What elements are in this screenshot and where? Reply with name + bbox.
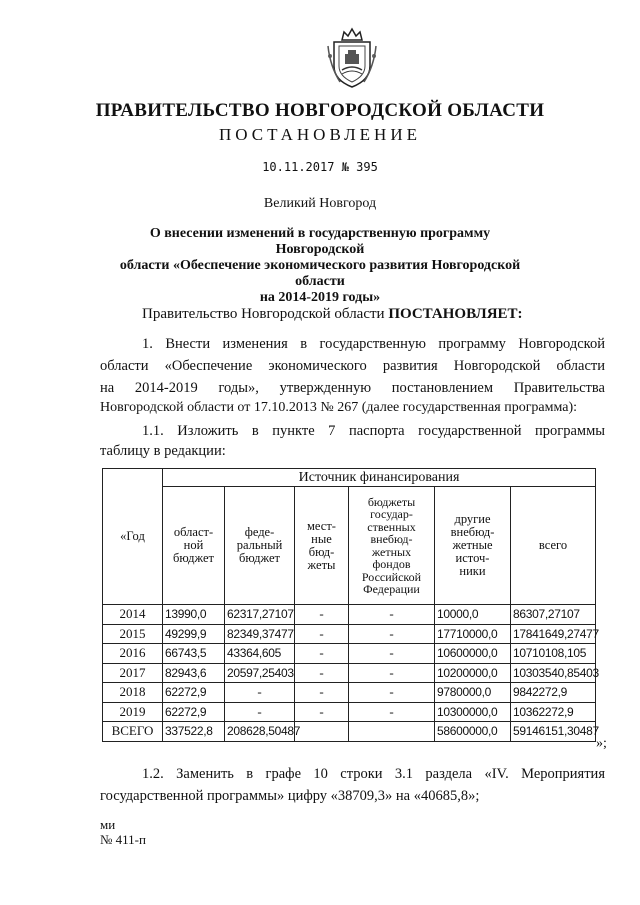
local-cell: - <box>295 624 349 644</box>
total-cell: 10362272,9 <box>511 702 596 722</box>
year-header: «Год <box>103 469 163 605</box>
paragraph-line: области «Обеспечение экономического развития Новгородской области <box>100 358 605 374</box>
regional-cell: 82943,6 <box>163 663 225 683</box>
funds-cell: - <box>349 683 435 703</box>
table-row <box>103 702 596 722</box>
table-row <box>103 663 596 683</box>
subject-line: области «Обеспечение экономического развития Новгородской области <box>119 258 521 289</box>
local-cell: - <box>295 663 349 683</box>
paragraph-line: государственной программы» цифру «38709,3» на «40685,8»; <box>100 788 480 804</box>
paragraph-line: 1.1. Изложить в пункте 7 паспорта государственной программы <box>142 423 605 439</box>
other-cell: 10600000,0 <box>435 644 511 664</box>
funds-cell: - <box>349 605 435 625</box>
total-cell: 17841649,27477 <box>511 624 596 644</box>
date-number: 10.11.2017 № 395 <box>262 160 378 174</box>
column-header: област- ной бюджет <box>163 487 225 605</box>
government-title: ПРАВИТЕЛЬСТВО НОВГОРОДСКОЙ ОБЛАСТИ <box>95 100 545 121</box>
local-cell: - <box>295 683 349 703</box>
paragraph-line: Новгородской области от 17.10.2013 № 267 (далее государственная программа): <box>100 400 578 415</box>
column-header: бюджеты государ- ственных внебюд- жетных фондов Российской Федерации <box>349 487 435 605</box>
other-cell: 17710000,0 <box>435 624 511 644</box>
other-cell: 10000,0 <box>435 605 511 625</box>
document-type: ПОСТАНОВЛЕНИЕ <box>218 125 421 144</box>
regional-cell: 62272,9 <box>163 683 225 703</box>
paragraph-line: таблицу в редакции: <box>100 443 226 459</box>
other-cell: 58600000,0 <box>435 722 511 742</box>
footer-initials: ми <box>100 817 116 832</box>
funds-cell: - <box>349 702 435 722</box>
regional-cell: 337522,8 <box>163 722 225 742</box>
footer-doc-number: № 411-п <box>100 832 146 847</box>
city: Великий Новгород <box>263 196 377 211</box>
column-header: всего <box>511 487 596 605</box>
federal-cell: 20597,25403 <box>225 663 295 683</box>
other-cell: 10200000,0 <box>435 663 511 683</box>
financing-table <box>102 468 599 742</box>
federal-cell: 62317,27107 <box>225 605 295 625</box>
table-closing-quote: »; <box>596 736 607 751</box>
federal-cell: - <box>225 702 295 722</box>
year-cell: 2015 <box>103 624 163 644</box>
preamble-bold: ПОСТАНОВЛЯЕТ: <box>388 306 523 322</box>
other-cell: 10300000,0 <box>435 702 511 722</box>
paragraph-line: 1.2. Заменить в графе 10 строки 3.1 раздела «IV. Мероприятия <box>142 766 605 782</box>
table-row <box>103 644 596 664</box>
table-row-total <box>103 722 596 742</box>
regional-cell: 62272,9 <box>163 702 225 722</box>
table-row <box>103 624 596 644</box>
regional-cell: 66743,5 <box>163 644 225 664</box>
year-cell: 2016 <box>103 644 163 664</box>
regional-cell: 13990,0 <box>163 605 225 625</box>
total-cell: 59146151,30487 <box>511 722 596 742</box>
other-cell: 9780000,0 <box>435 683 511 703</box>
column-header: другие внебюд- жетные источ- ники <box>435 487 511 605</box>
total-cell: 10303540,85403 <box>511 663 596 683</box>
document-subject <box>110 226 530 306</box>
local-cell <box>295 722 349 742</box>
funds-cell: - <box>349 624 435 644</box>
federal-cell: 43364,605 <box>225 644 295 664</box>
table-row <box>103 605 596 625</box>
total-cell: 10710108,105 <box>511 644 596 664</box>
preamble <box>142 304 602 324</box>
federal-cell: - <box>225 683 295 703</box>
funds-cell: - <box>349 644 435 664</box>
year-cell: 2017 <box>103 663 163 683</box>
federal-cell: 82349,37477 <box>225 624 295 644</box>
coat-of-arms-icon <box>326 26 378 90</box>
paragraph-line: 1. Внести изменения в государственную программу Новгородской <box>142 336 605 352</box>
preamble-text: Правительство Новгородской области <box>142 306 389 322</box>
funds-cell <box>349 722 435 742</box>
total-cell: 86307,27107 <box>511 605 596 625</box>
paragraph-line: на 2014-2019 годы», утвержденную постановлением Правительства <box>100 380 605 396</box>
local-cell: - <box>295 605 349 625</box>
footer <box>100 817 146 847</box>
federal-cell: 208628,50487 <box>225 722 295 742</box>
funds-cell: - <box>349 663 435 683</box>
year-cell: ВСЕГО <box>103 722 163 742</box>
year-cell: 2019 <box>103 702 163 722</box>
subject-line: на 2014-2019 годы» <box>259 290 381 305</box>
table-row <box>103 683 596 703</box>
year-cell: 2014 <box>103 605 163 625</box>
local-cell: - <box>295 702 349 722</box>
regional-cell: 49299,9 <box>163 624 225 644</box>
financing-source-header: Источник финансирования <box>163 469 596 487</box>
column-header: феде- ральный бюджет <box>225 487 295 605</box>
total-cell: 9842272,9 <box>511 683 596 703</box>
column-header: мест- ные бюд- жеты <box>295 487 349 605</box>
subject-line: О внесении изменений в государственную программу Новгородской <box>149 226 491 257</box>
year-cell: 2018 <box>103 683 163 703</box>
local-cell: - <box>295 644 349 664</box>
